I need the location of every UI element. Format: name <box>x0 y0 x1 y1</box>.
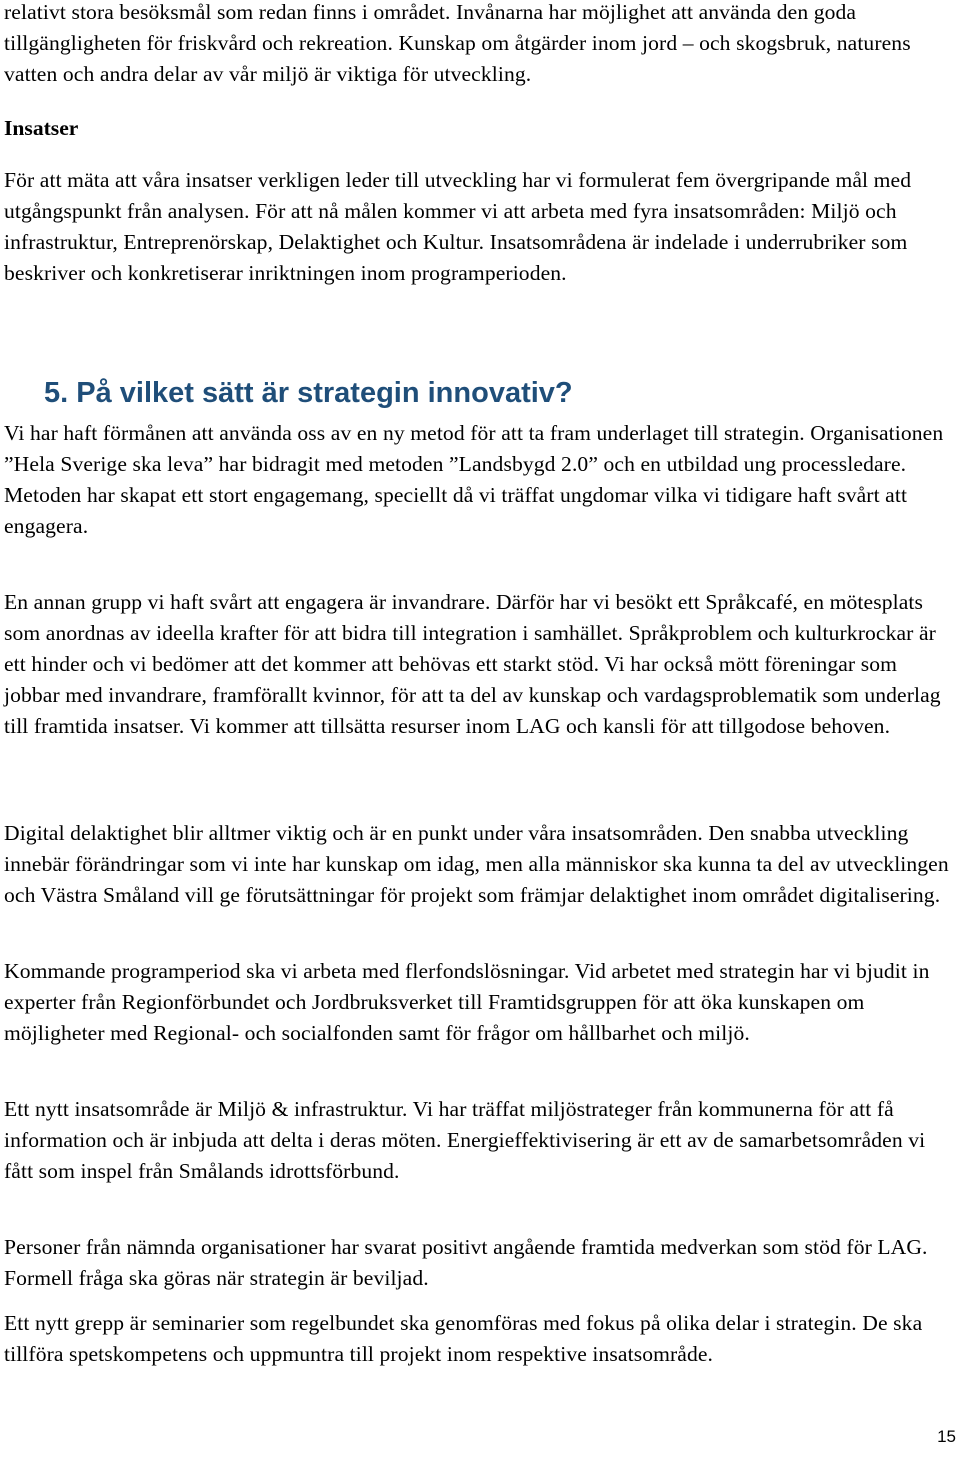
paragraph-seminars: Ett nytt grepp är seminarier som regelbundet ska genomföras med fokus på olika delar i strategin. De ska tillföra spetskompetens och uppmuntra till projekt inom respektive insatsområde. <box>4 1311 923 1366</box>
insatser-paragraph: För att mäta att våra insatser verkligen leder till utveckling har vi formulerat fem övergripande mål med utgångspunkt från analysen. För att nå målen kommer vi att arbeta med fyra insatsområden: Miljö och infrastruktur, Entreprenörskap, Delaktighet och Kultur. Insatsområdena är indelade i underrubriker som beskriver och konkretiserar inriktningen inom programperioden. <box>4 168 912 285</box>
paragraph-digital: Digital delaktighet blir alltmer viktig och är en punkt under våra insatsområden. Den snabba utveckling innebär förändringar som vi inte har kunskap om idag, men alla människor ska kunna ta del av utvecklingen och Västra Småland vill ge förutsättningar för projekt som främjar delaktighet inom området digitalisering. <box>4 821 949 907</box>
section-heading: 5. På vilket sätt är strategin innovativ? <box>44 377 573 409</box>
paragraph-multifund: Kommande programperiod ska vi arbeta med flerfondslösningar. Vid arbetet med strategin har vi bjudit in experter från Regionförbundet och Jordbruksverket till Framtidsgruppen för att öka kunskapen om möjligheter med Regional- och socialfonden samt för frågor om hållbarhet och miljö. <box>4 959 930 1045</box>
insatser-heading: Insatser <box>4 116 79 140</box>
paragraph-organisations: Personer från nämnda organisationer har svarat positivt angående framtida medverkan som stöd för LAG. Formell fråga ska göras när strategin är beviljad. <box>4 1235 928 1290</box>
paragraph-method: Vi har haft förmånen att använda oss av en ny metod för att ta fram underlaget till strategin. Organisationen ”Hela Sverige ska leva” har bidragit med metoden ”Landsbygd 2.0” och en utbildad ung processledare. Metoden har skapat ett stort engagemang, speciellt då vi träffat ungdomar vilka vi tidigare haft svårt att engagera. <box>4 421 944 538</box>
intro-paragraph: relativt stora besöksmål som redan finns i området. Invånarna har möjlighet att använda den goda tillgängligheten för friskvård och rekreation. Kunskap om åtgärder inom jord – och skogsbruk, naturens vatten och andra delar av vår miljö är viktiga för utveckling. <box>4 0 911 86</box>
paragraph-environment: Ett nytt insatsområde är Miljö & infrastruktur. Vi har träffat miljöstrateger från kommunerna för att få information och är inbjuda att delta i deras möten. Energieffektivisering är ett av de samarbetsområden vi fått som inspel från Smålands idrottsförbund. <box>4 1097 926 1183</box>
page-number: 15 <box>937 1427 956 1446</box>
paragraph-immigrants: En annan grupp vi haft svårt att engagera är invandrare. Därför har vi besökt ett Språkcafé, en mötesplats som anordnas av ideella krafter för att bidra till integration i samhället. Språkproblem och kulturkrockar är ett hinder och vi bedömer att det kommer att behövas ett starkt stöd. Vi har också mött föreningar som jobbar med invandrare, framförallt kvinnor, för att ta del av kunskap och vardagsproblematik som underlag till framtida insatser. Vi kommer att tillsätta resurser inom LAG och kansli för att tillgodose behoven. <box>4 590 941 738</box>
